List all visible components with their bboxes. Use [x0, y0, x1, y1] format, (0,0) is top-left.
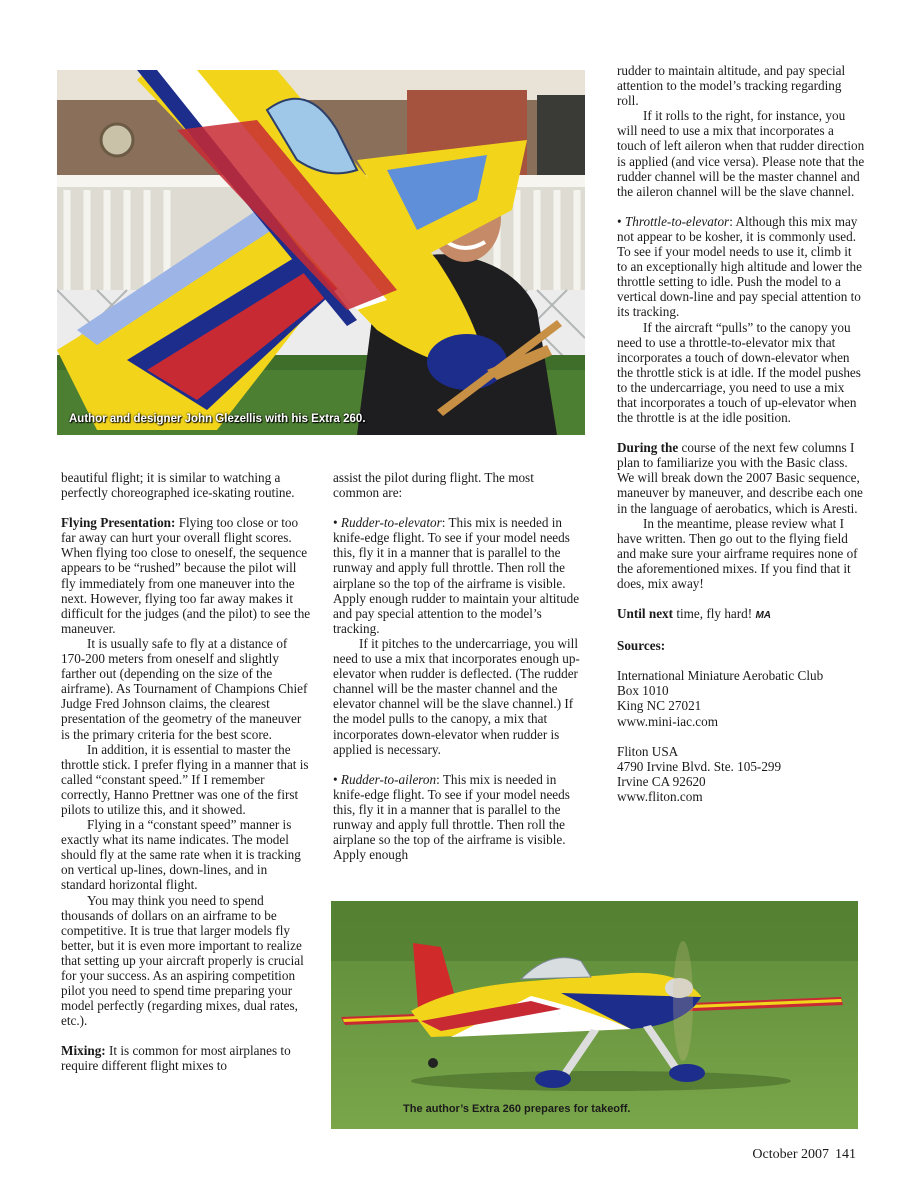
- author-photo-caption: Author and designer John Glezellis with his Extra 260.: [69, 413, 366, 425]
- paragraph: • Throttle-to-elevator: Although this mix may not appear to be kosher, it is commonly used. To see if your model needs to use it, climb it to an exceptionally high altitude and lower the throttle setting to idle. Push the model to a vertical down-line and pay special attention to its tracking.: [617, 213, 862, 320]
- paragraph: [61, 1043, 311, 1073]
- paragraph-text: It is common for most airplanes to require different flight mixes to: [61, 1043, 291, 1074]
- paragraph: If it pitches to the undercarriage, you will need to use a mix that incorporates enough up-elevator when rudder is deflected. (The rudder channel will be the master channel and the elevator channel will be the slave channel.) If the model pulls to the canopy, a mix that incorporates down-elevator when rudder is applied is necessary.: [333, 635, 580, 757]
- text-column-3: [617, 63, 865, 804]
- author-photo-illustration: [57, 70, 585, 435]
- closing-line: [617, 606, 865, 623]
- paragraph: • Rudder-to-elevator: This mix is needed in knife-edge flight. To see if your model needs this, fly it in a manner that is parallel to the runway and apply full throttle. Then roll the airplane so the top of the airframe is visible. Apply enough rudder to maintain your altitude and pay special attention to the model’s tracking.: [333, 515, 580, 636]
- page-folio: [752, 1147, 856, 1163]
- source-link[interactable]: www.fliton.com: [617, 788, 703, 804]
- section-heading: Mixing:: [61, 1043, 106, 1059]
- section-heading: Flying Presentation:: [61, 515, 176, 531]
- paragraph: It is usually safe to fly at a distance of 170-200 meters from oneself and slightly farther out (depending on the size of the airframe). As Tournament of Champions Chief Judge Fred Johnson claims, the clearest presentation of the geometry of the maneuver is the primary criteria for the best score.: [61, 635, 308, 742]
- section-heading: During the: [617, 440, 679, 456]
- text-column-2: [333, 470, 583, 862]
- mix-name: Rudder-to-aileron: [340, 771, 437, 787]
- takeoff-photo-caption: The author’s Extra 260 prepares for takeoff.: [403, 1103, 631, 1115]
- paragraph: You may think you need to spend thousands of dollars on an airframe to be competitive. It is true that larger models fly better, but it is even more important to realize that setting up your aircraft properly is crucial for your success. As an aspiring competition pilot you need to spend time preparing your model perfectly (regarding mixes, dual rates, etc.).: [61, 892, 304, 1029]
- takeoff-photo-illustration: [331, 901, 858, 1129]
- paragraph: If it rolls to the right, for instance, you will need to use a mix that incorporates a touch of left aileron when that rudder direction is applied (and vice versa). Please note that the rudder channel will be the master channel and the aileron channel will be the slave channel.: [617, 108, 865, 199]
- author-photo: [57, 70, 585, 435]
- text-column-1: [61, 470, 311, 1074]
- paragraph: In the meantime, please review what I have written. Then go out to the flying field and make sure your airframe requires none of the aforementioned mixes. If you find that it does, mix away!: [617, 515, 858, 591]
- paragraph-text: Flying too close or too far away can hurt your overall flight scores. When flying too close to oneself, the sequence appears to be “rushed” because the pilot will fly immediately from one maneuver into the next. However, flying too far away makes it difficult for the judges (and the pilot) to see the maneuver.: [61, 515, 311, 636]
- source-link[interactable]: www.mini-iac.com: [617, 713, 718, 729]
- paragraph-text: : This mix is needed in knife-edge flight. To see if your model needs this, fly it in a manner that is parallel to the runway and apply full throttle. Then roll the airplane so the top of the airframe is visible. Apply enough rudder to maintain your altitude and pay special attention to the model’s tracking.: [333, 515, 580, 636]
- mix-name: Rudder-to-elevator: [340, 515, 442, 531]
- source-line: 4790 Irvine Blvd. Ste. 105-299: [617, 758, 782, 774]
- paragraph: • Rudder-to-aileron: This mix is needed in knife-edge flight. To see if your model needs this, fly it in a manner that is parallel to the runway and apply full throttle. Then roll the airplane so the top of the airframe is visible. Apply enough: [333, 771, 570, 863]
- source-line: King NC 27021: [617, 698, 702, 714]
- paragraph: beautiful flight; it is similar to watching a perfectly choreographed ice-skating routine.: [61, 470, 295, 501]
- page-number: 141: [835, 1147, 856, 1162]
- mix-name: Throttle-to-elevator: [624, 213, 730, 229]
- paragraph-text: : This mix is needed in knife-edge flight. To see if your model needs this, fly it in a manner that is parallel to the runway and apply full throttle. Then roll the airplane so the top of the airframe is visible. Apply enough: [333, 771, 570, 863]
- ma-end-mark: MA: [755, 610, 772, 622]
- paragraph-text: course of the next few columns I plan to familiarize you with the Basic class. We will break down the 2007 Basic sequence, maneuver by maneuver, and describe each one in the language of aerobatics, which is Aresti.: [617, 440, 863, 516]
- source-line: Box 1010: [617, 683, 669, 699]
- paragraph: assist the pilot during flight. The most common are:: [333, 470, 534, 501]
- section-heading: Until next: [617, 606, 674, 622]
- paragraph: Flying in a “constant speed” manner is exactly what its name indicates. The model should fly at the same rate when it is tracking on vertical up-lines, down-lines, and in standard horizontal flight.: [61, 817, 301, 893]
- source-line: Fliton USA: [617, 743, 679, 759]
- source-line: International Miniature Aerobatic Club: [617, 668, 824, 684]
- paragraph: In addition, it is essential to master the throttle stick. I prefer flying in a manner that is called “constant speed.” If I remember correctly, Hanno Prettner was one of the first pilots to utilize this, and it showed.: [61, 741, 309, 817]
- paragraph: rudder to maintain altitude, and pay special attention to the model’s tracking regarding roll.: [617, 63, 846, 109]
- source-imac: [617, 668, 865, 728]
- sources-heading: [617, 638, 865, 653]
- issue-date: October 2007: [752, 1147, 829, 1162]
- paragraph: [61, 515, 311, 636]
- paragraph: If the aircraft “pulls” to the canopy you need to use a throttle-to-elevator mix that incorporates a touch of down-elevator when the throttle stick is at idle. If the model pushes to the undercarriage, you need to use a mix that incorporates a touch of up-elevator when the throttle is at the idle position.: [617, 319, 861, 426]
- source-line: Irvine CA 92620: [617, 773, 706, 789]
- paragraph: [617, 440, 865, 515]
- source-fliton: [617, 744, 865, 804]
- paragraph-text: time, fly hard!: [673, 606, 753, 622]
- paragraph-text: : Although this mix may not appear to be kosher, it is commonly used. To see if your model needs to use it, climb it to an exceptionally high altitude and lower the throttle setting to idle. Push the model to a vertical down-line and pay special attention to its tracking.: [617, 213, 862, 320]
- takeoff-photo: [331, 901, 858, 1129]
- sources-heading-text: Sources:: [617, 638, 666, 654]
